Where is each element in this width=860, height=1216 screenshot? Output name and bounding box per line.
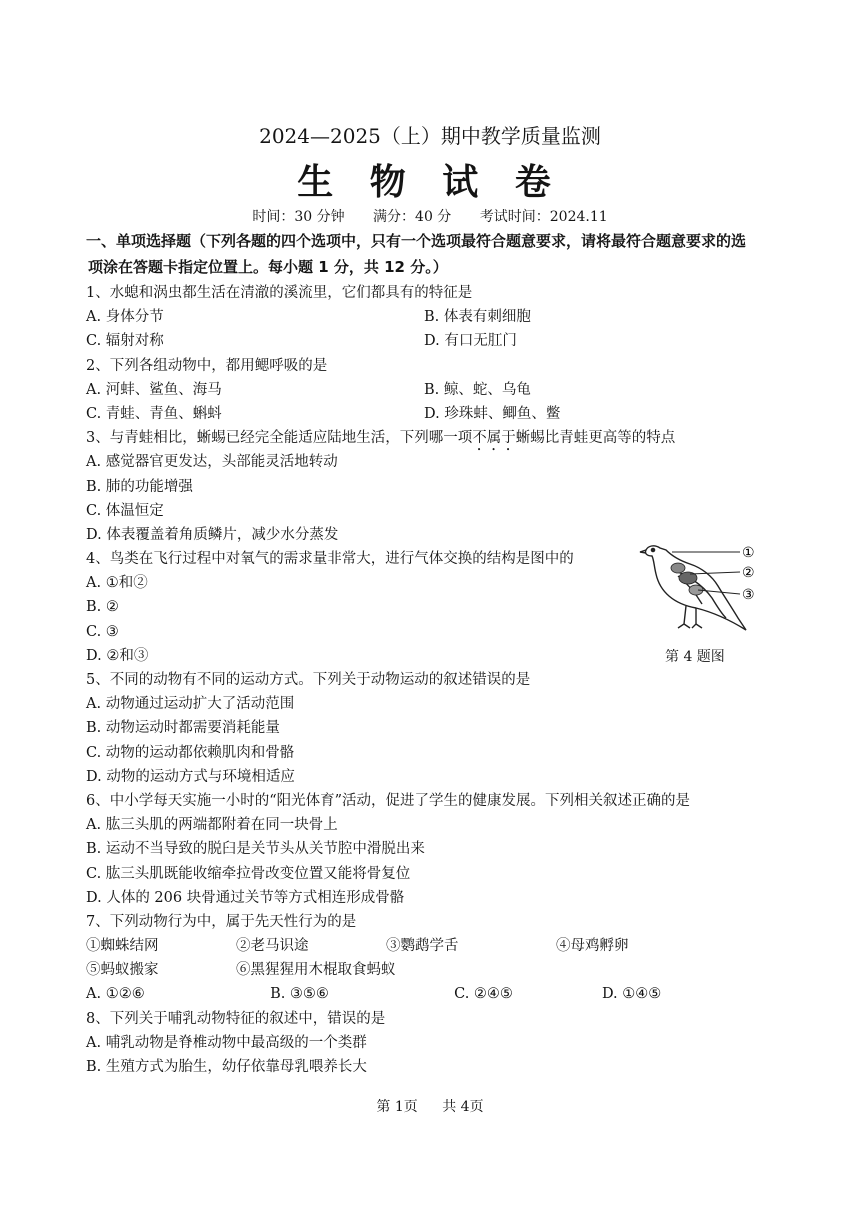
question-6-stem: 6、中小学每天实施一小时的“阳光体育”活动，促进了学生的健康发展。下列相关叙述正确的是 <box>86 792 691 809</box>
option: D. ①④⑤ <box>601 986 662 1003</box>
question-2-options-ab <box>86 378 786 402</box>
emphasis-text: 不属于 <box>472 430 516 447</box>
option: A. 动物通过运动扩大了活动范围 <box>86 696 295 713</box>
option: A. 河蚌、鲨鱼、海马 <box>86 381 222 398</box>
exam-meta <box>0 206 860 226</box>
option: C. 体温恒定 <box>86 502 164 519</box>
question-1-options-ab <box>86 305 786 329</box>
option: A. 哺乳动物是脊椎动物中最高级的一个类群 <box>86 1034 367 1051</box>
option: C. 辐射对称 <box>86 333 164 350</box>
option: D. 体表覆盖着角质鳞片，减少水分蒸发 <box>86 526 339 543</box>
question-7-options <box>86 982 786 1006</box>
exam-date: 考试时间：2024.11 <box>479 209 608 225</box>
option: D. ②和③ <box>86 647 149 664</box>
option: B. 生殖方式为胎生，幼仔依靠母乳喂养长大 <box>86 1059 367 1075</box>
question-8-stem: 8、下列关于哺乳动物特征的叙述中，错误的是 <box>86 1010 386 1027</box>
behavior-item: ③鹦鹉学舌 <box>386 938 459 955</box>
option: B. ② <box>86 599 119 616</box>
question-7-items-row1 <box>86 934 786 958</box>
figure-label-1: ① <box>742 545 755 561</box>
exam-full-score: 满分：40 分 <box>373 209 452 225</box>
questions-body <box>86 281 786 1079</box>
page-footer <box>0 1096 860 1116</box>
option: B. 肺的功能增强 <box>86 478 193 495</box>
option: B. 运动不当导致的脱臼是关节头从关节腔中滑脱出来 <box>86 841 425 858</box>
option: A. 感觉器官更发达，头部能灵活地转动 <box>86 454 338 471</box>
behavior-item: ②老马识途 <box>236 938 309 955</box>
option: D. 有口无肛门 <box>424 333 517 350</box>
question-3-stem: 3、与青蛙相比，蜥蜴已经完全能适应陆地生活，下列哪一项不属于蜥蜴比青蛙更高等的特点 <box>86 430 676 447</box>
bird-drawing <box>638 534 768 634</box>
figure-caption: 第 4 题图 <box>665 649 725 665</box>
option: D. 动物的运动方式与环境相适应 <box>86 768 295 785</box>
question-1-options-cd <box>86 329 786 353</box>
option: C. 青蛙、青鱼、蝌蚪 <box>86 405 222 422</box>
option: B. 体表有刺细胞 <box>424 309 531 326</box>
option: A. ①②⑥ <box>86 986 145 1003</box>
option: B. 动物运动时都需要消耗能量 <box>86 720 280 737</box>
option: A. ①和② <box>86 575 148 592</box>
option: C. 动物的运动都依赖肌肉和骨骼 <box>86 744 295 761</box>
option: B. 鲸、蛇、乌龟 <box>424 381 531 398</box>
figure-label-3: ③ <box>742 587 755 603</box>
option: B. ③⑤⑥ <box>270 986 329 1003</box>
exam-duration: 时间：30 分钟 <box>252 209 345 225</box>
option: D. 珍珠蚌、鲫鱼、鳖 <box>424 405 561 422</box>
question-2-options-cd <box>86 402 786 426</box>
figure-label-2: ② <box>742 565 755 581</box>
subject-title: 生 物 试 卷 <box>297 162 563 203</box>
option: C. ②④⑤ <box>454 986 513 1003</box>
exam-title: 2024—2025（上）期中教学质量监测 <box>259 124 601 148</box>
question-5-stem: 5、不同的动物有不同的运动方式。下列关于动物运动的叙述错误的是 <box>86 672 531 688</box>
behavior-item: ④母鸡孵卵 <box>556 938 629 955</box>
behavior-item: ①蜘蛛结网 <box>86 938 159 955</box>
section-heading: 一、单项选择题（下列各题的四个选项中，只有一个选项最符合题意要求，请将最符合题意要求的选 项涂在答题卡指定位置上。每小题 1 分，共 12 分。） <box>86 232 747 276</box>
bird-diagram <box>638 534 768 634</box>
question-1-stem: 1、水螅和涡虫都生活在清澈的溪流里，它们都具有的特征是 <box>86 285 473 301</box>
question-4-stem: 4、鸟类在飞行过程中对氧气的需求量非常大，进行气体交换的结构是图中的 <box>86 551 574 568</box>
question-7-items-row2 <box>86 958 786 982</box>
behavior-item: ⑤蚂蚁搬家 <box>86 962 159 979</box>
option: D. 人体的 206 块骨通过关节等方式相连形成骨骼 <box>86 889 405 906</box>
question-7-stem: 7、下列动物行为中，属于先天性行为的是 <box>86 913 357 930</box>
option: A. 身体分节 <box>86 309 164 326</box>
option: C. ③ <box>86 623 119 640</box>
question-2-stem: 2、下列各组动物中，都用鳃呼吸的是 <box>86 357 328 374</box>
page-number: 第 1页 <box>376 1099 418 1115</box>
option: A. 肱三头肌的两端都附着在同一块骨上 <box>86 817 338 834</box>
option: C. 肱三头肌既能收缩牵拉骨改变位置又能将骨复位 <box>86 865 411 882</box>
page-total: 共 4页 <box>442 1099 484 1115</box>
behavior-item: ⑥黑猩猩用木棍取食蚂蚁 <box>236 962 396 979</box>
